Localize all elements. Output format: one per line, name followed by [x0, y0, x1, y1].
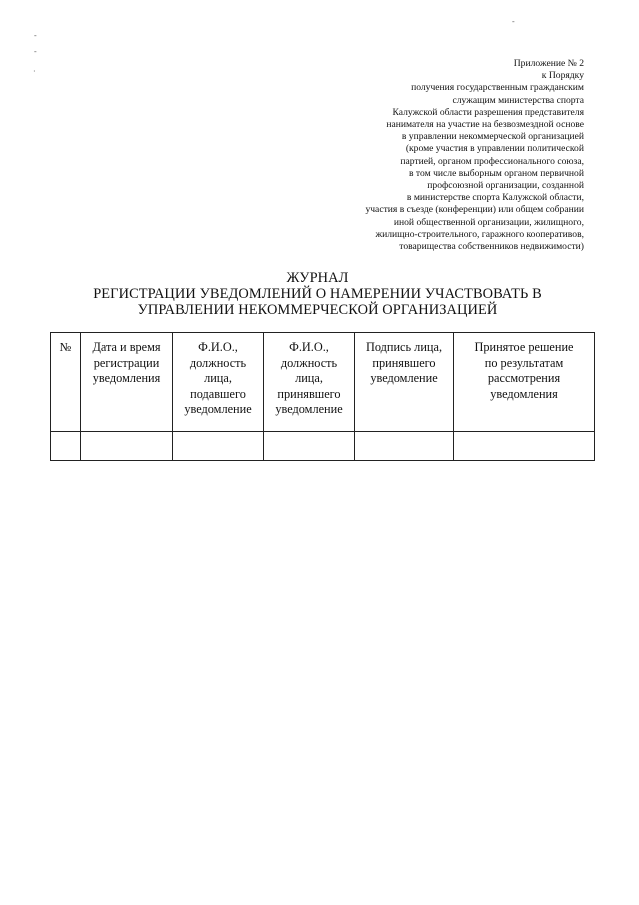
table-cell: [173, 432, 264, 461]
appendix-line: получения государственным гражданским: [411, 82, 584, 94]
appendix-line: в управлении некоммерческой организацией: [401, 131, 584, 143]
table-header-row: [51, 333, 595, 432]
title-line: ЖУРНАЛ: [286, 270, 349, 286]
column-header-receiver-signature: Подпись лица, принявшего уведомление: [355, 333, 454, 432]
scan-mark: -: [34, 31, 37, 40]
title-line: РЕГИСТРАЦИИ УВЕДОМЛЕНИЙ О НАМЕРЕНИИ УЧАСТВОВАТЬ В: [93, 286, 542, 302]
table-cell: [355, 432, 454, 461]
appendix-line: в том числе выборным органом первичной: [409, 167, 584, 179]
appendix-line: в министерстве спорта Калужской области,: [406, 192, 584, 204]
column-header-number: №: [51, 333, 81, 432]
appendix-line: (кроме участия в управлении политической: [405, 143, 584, 155]
table-cell: [264, 432, 355, 461]
appendix-line: партией, органом профессионального союза,: [400, 155, 584, 167]
table-cell: [454, 432, 595, 461]
appendix-line: жилищно-строительного, гаражного кооперативов,: [375, 228, 584, 240]
appendix-line: нанимателя на участие на безвозмездной основе: [386, 119, 584, 131]
column-header-registration-date: Дата и время регистрации уведомления: [81, 333, 173, 432]
document-title: [40, 270, 595, 318]
table-cell: [81, 432, 173, 461]
appendix-line: Приложение № 2: [513, 58, 584, 69]
table-cell: [51, 432, 81, 461]
appendix-line: иной общественной организации, жилищного,: [393, 216, 584, 228]
appendix-line: профсоюзной организации, созданной: [427, 180, 584, 192]
table-row: [51, 432, 595, 461]
column-header-submitter: Ф.И.О., должность лица, подавшего уведомление: [173, 333, 264, 432]
appendix-line: служащим министерства спорта: [452, 94, 584, 106]
appendix-line: к Порядку: [541, 70, 584, 82]
scan-mark: -: [34, 47, 37, 56]
appendix-line: Калужской области разрешения представителя: [392, 106, 584, 118]
appendix-header: [284, 58, 584, 253]
scan-mark: -: [512, 17, 515, 26]
column-header-receiver: Ф.И.О., должность лица, принявшего уведомление: [264, 333, 355, 432]
title-line: УПРАВЛЕНИИ НЕКОММЕРЧЕСКОЙ ОРГАНИЗАЦИЕЙ: [137, 302, 498, 318]
column-header-decision: Принятое решение по результатам рассмотрения уведомления: [454, 333, 595, 432]
scan-mark: ·: [33, 67, 36, 76]
journal-table: [50, 332, 595, 461]
appendix-line: товарищества собственников недвижимости): [399, 241, 584, 253]
appendix-line: участия в съезде (конференции) или общем собрании: [365, 204, 584, 216]
